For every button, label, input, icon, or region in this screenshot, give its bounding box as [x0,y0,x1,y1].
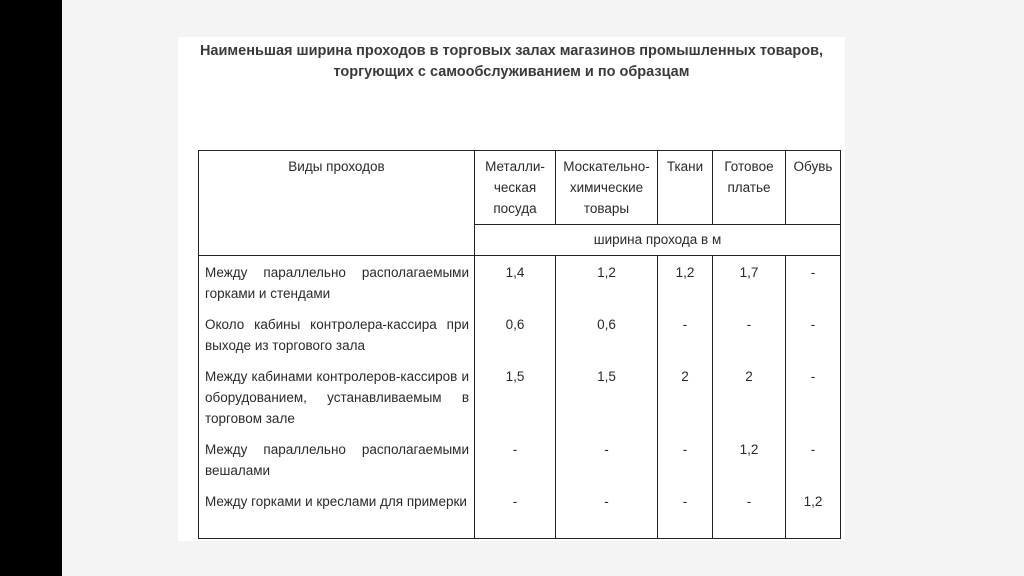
cell-value: 1,5 [475,360,556,433]
cell-value: 2 [658,360,713,433]
cell-value: - [556,485,658,539]
cell-value: - [658,433,713,485]
row-label: Между параллельно располагаемыми вешалами [199,433,475,485]
row-label: Около кабины контролера-кассира при выходе из торгового зала [199,308,475,360]
cell-value: 0,6 [475,308,556,360]
row-label: Между параллельно располагаемыми горками и стендами [199,256,475,308]
cell-value: 1,2 [713,433,786,485]
aisle-width-table [198,150,841,539]
header-text: химические [569,180,644,195]
header-text: товары [583,201,630,216]
cell-value: - [786,433,841,485]
header-col-chemical-goods [556,151,658,225]
row-label: Между кабинами контролеров-кассиров и оборудованием, устанавливаемым в торговом зале [199,360,475,433]
header-text: ческая [493,180,537,195]
header-text: Металли- [485,159,545,174]
table-title [178,41,845,83]
cell-value: 1,2 [556,256,658,308]
header-aisle-types [199,151,475,256]
table-row [199,308,841,360]
header-aisle-types-label: Виды проходов [288,159,385,174]
table-row [199,256,841,308]
cell-value: 1,5 [556,360,658,433]
cell-value: - [786,256,841,308]
header-text: Обувь [793,159,833,174]
cell-value: 2 [713,360,786,433]
cell-value: 1,7 [713,256,786,308]
cell-value: - [475,433,556,485]
unit-label: ширина прохода в м [593,232,722,247]
left-black-bar [0,0,62,576]
cell-value: 1,4 [475,256,556,308]
cell-value: - [475,485,556,539]
header-col-fabrics [658,151,713,225]
header-row [199,151,841,225]
title-line-1: Наименьшая ширина проходов в торговых залах магазинов промышленных товаров, [199,43,824,59]
header-text: Ткани [666,159,704,174]
title-line-2: торгующих с самообслуживанием и по образцам [333,64,690,80]
unit-label-cell [475,225,841,256]
cell-value: - [658,485,713,539]
header-text: Москательно- [563,159,650,174]
header-col-ready-clothes [713,151,786,225]
cell-value: 0,6 [556,308,658,360]
header-text: платье [727,180,771,195]
header-text: Готовое [724,159,774,174]
document-page [178,37,845,541]
header-text: посуда [493,201,537,216]
cell-value: - [556,433,658,485]
row-label: Между горками и креслами для примерки [199,485,475,539]
table-row [199,485,841,539]
cell-value: - [786,360,841,433]
cell-value: - [786,308,841,360]
cell-value: 1,2 [658,256,713,308]
cell-value: - [713,308,786,360]
table-row [199,360,841,433]
cell-value: - [713,485,786,539]
header-col-metal-dishes [475,151,556,225]
table-row [199,433,841,485]
cell-value: - [658,308,713,360]
cell-value: 1,2 [786,485,841,539]
header-col-shoes [786,151,841,225]
